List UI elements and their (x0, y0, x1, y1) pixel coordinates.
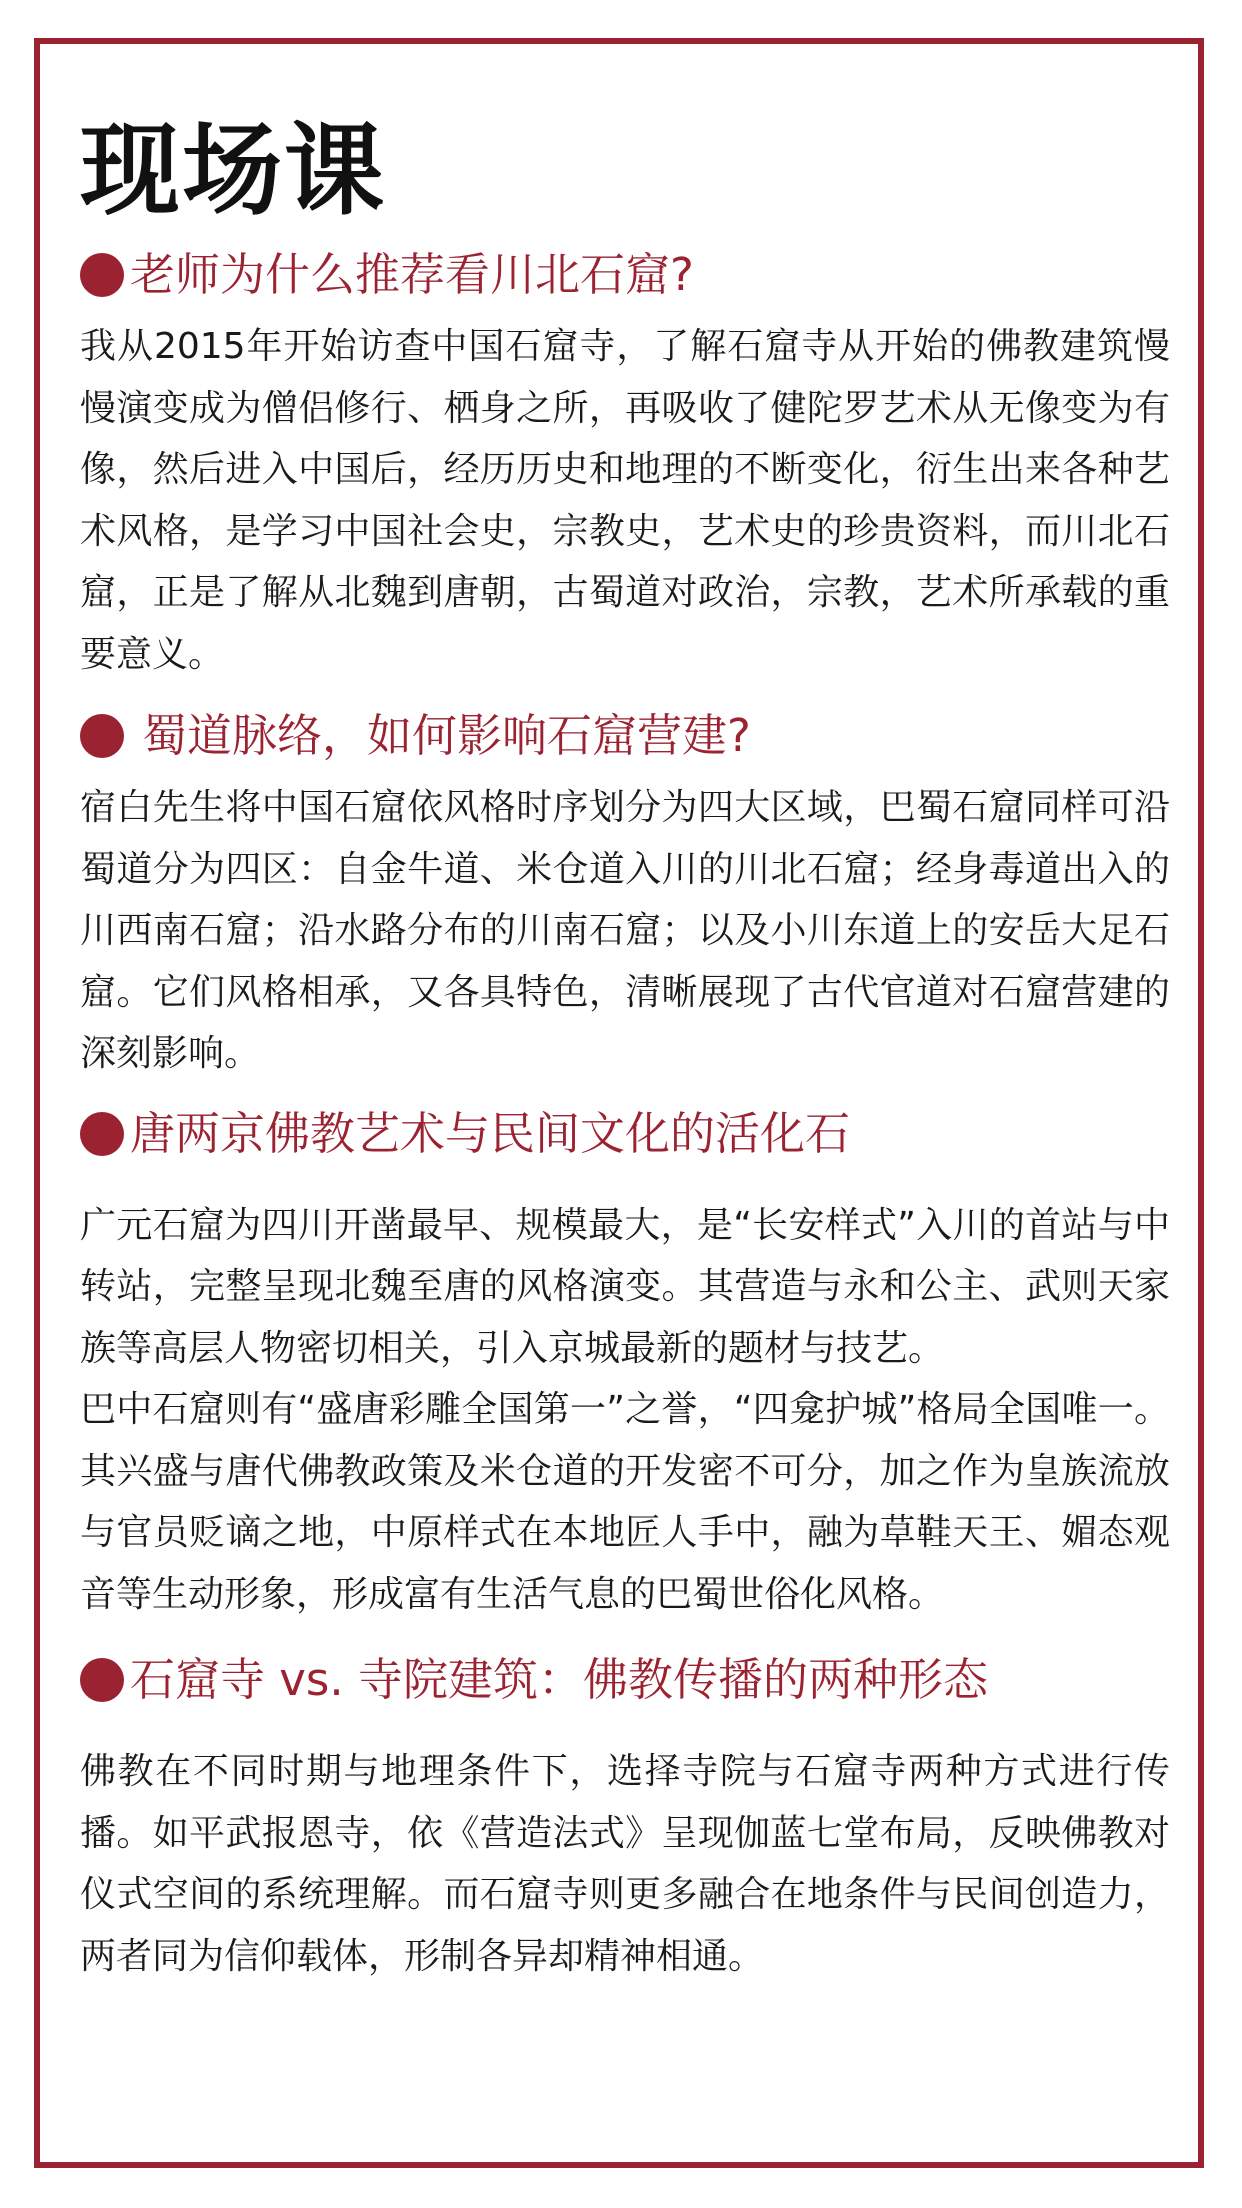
section-heading-1-text: 老师为什么推荐看川北石窟? (130, 248, 694, 301)
section-4-paragraph: 佛教在不同时期与地理条件下，选择寺院与石窟寺两种方式进行传播。如平武报恩寺，依《营造法式》呈现伽蓝七堂布局，反映佛教对仪式空间的系统理解。而石窟寺则更多融合在地条件与民间创造力，两者同为信仰载体，形制各异却精神相通。 (80, 1751, 1170, 1977)
section-heading-4-text: 石窟寺 vs. 寺院建筑：佛教传播的两种形态 (130, 1653, 988, 1706)
red-dot-bullet-icon (80, 714, 124, 758)
section-1-paragraph: 我从2015年开始访查中国石窟寺，了解石窟寺从开始的佛教建筑慢慢演变成为僧侣修行、栖身之所，再吸收了健陀罗艺术从无像变为有像，然后进入中国后，经历历史和地理的不断变化，衍生出来各种艺术风格，是学习中国社会史，宗教史，艺术史的珍贵资料，而川北石窟，正是了解从北魏到唐朝，古蜀道对政治，宗教，艺术所承载的重要意义。 (80, 326, 1170, 675)
red-dot-bullet-icon (80, 253, 124, 297)
section-2-paragraph: 宿白先生将中国石窟依风格时序划分为四大区域，巴蜀石窟同样可沿蜀道分为四区：自金牛道、米仓道入川的川北石窟；经身毒道出入的川西南石窟；沿水路分布的川南石窟；以及小川东道上的安岳大足石窟。它们风格相承，又各具特色，清晰展现了古代官道对石窟营建的深刻影响。 (80, 787, 1170, 1074)
section-heading-3 (80, 1103, 1170, 1165)
article-content (80, 110, 1170, 1987)
section-3-paragraph-1: 广元石窟为四川开凿最早、规模最大，是“长安样式”入川的首站与中转站，完整呈现北魏至唐的风格演变。其营造与永和公主、武则天家族等高层人物密切相关，引入京城最新的题材与技艺。 (80, 1204, 1170, 1369)
section-heading-2 (80, 705, 1170, 767)
page-title: 现场课 (80, 111, 386, 229)
section-heading-2-text: 蜀道脉络，如何影响石窟营建? (142, 709, 751, 762)
section-3-paragraph-2: 巴中石窟则有“盛唐彩雕全国第一”之誉，“四龛护城”格局全国唯一。其兴盛与唐代佛教政策及米仓道的开发密不可分，加之作为皇族流放与官员贬谪之地，中原样式在本地匠人手中，融为草鞋天王、媚态观音等生动形象，形成富有生活气息的巴蜀世俗化风格。 (80, 1389, 1170, 1615)
section-heading-1 (80, 244, 1170, 306)
section-heading-3-text: 唐两京佛教艺术与民间文化的活化石 (130, 1106, 851, 1160)
section-heading-4 (80, 1649, 1170, 1711)
red-dot-bullet-icon (80, 1112, 124, 1156)
red-dot-bullet-icon (80, 1658, 124, 1702)
